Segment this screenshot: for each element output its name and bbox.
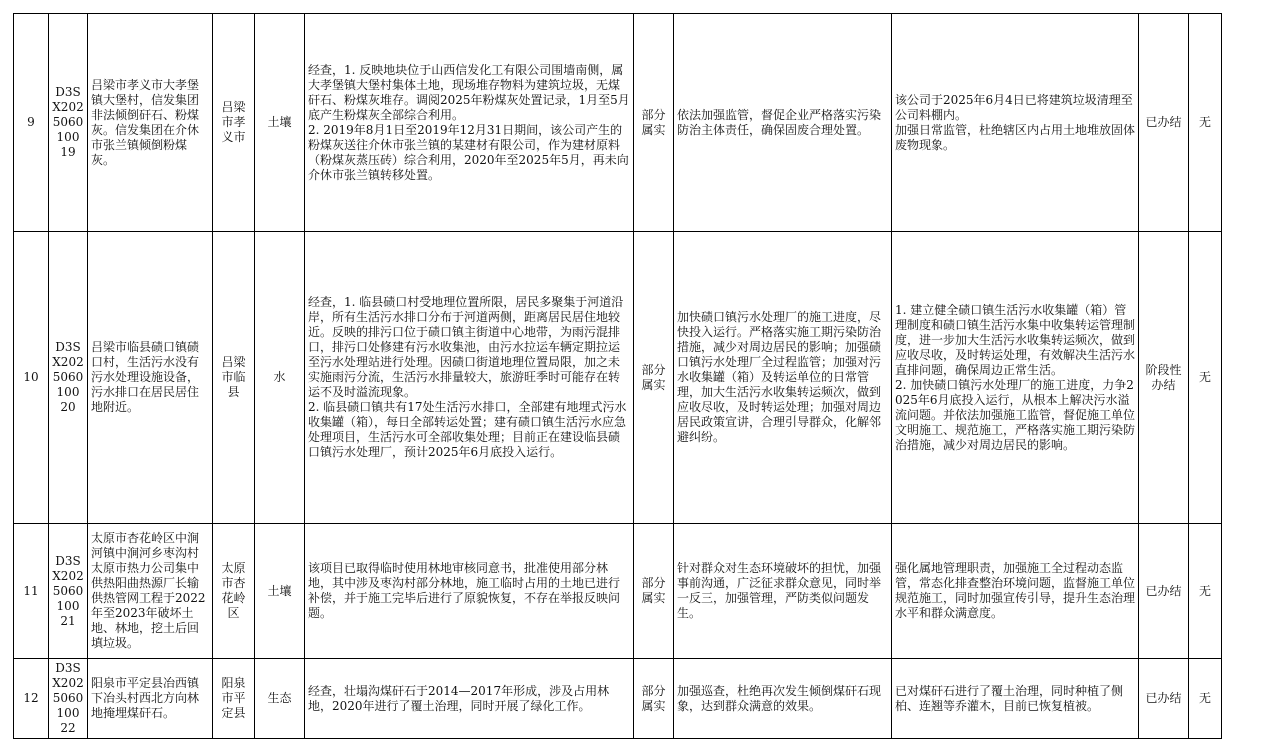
check-line: 经查，1. 临县碛口村受地理位置所限，居民多聚集于河道沿岸，所有生活污水排口分布于河道两侧，距离居民居住地较近。反映的排污口位于碛口镇主街道中心地带，为雨污混排口，排污口处修建有污水收集池，由污水拉运车辆定期拉运至污水处理站进行处理。因碛口街道地理位置局限，加之未实施雨污分流，生活污水排量较大，旅游旺季时可能存在转运不及时溢流现象。	[308, 295, 624, 399]
check-line: 该项目已取得临时使用林地审核同意书，批准使用部分林地，其中涉及枣沟村部分林地，施工临时占用的土地已进行补偿，并于施工完毕后进行了原貌恢复，不存在举报反映问题。	[308, 561, 621, 620]
cell-seq: 10	[14, 232, 49, 524]
cell-type: 土壤	[255, 524, 305, 659]
cell-seq: 11	[14, 524, 49, 659]
cell-region: 太原市杏花岭区	[213, 524, 255, 659]
cell-status: 已办结	[1139, 14, 1189, 232]
cell-code: D3SX2025060100 20	[49, 232, 88, 524]
check-line: 2. 临县碛口镇共有17处生活污水排口，全部建有地埋式污水收集罐（箱），每日全部转运处置；建有碛口镇生活污水应急处理项目，生活污水可全部收集处理；目前正在建设临县碛口镇污水处理厂，预计2025年6月底投入运行。	[308, 400, 627, 459]
result-line: 2. 加快碛口镇污水处理厂的施工进度，力争2025年6月底投入运行，从根本上解决污水溢流问题。并依法加强施工监管，督促施工单位文明施工、规范施工，严格落实施工期污染防治措施，减少对周边居民的影响。	[895, 377, 1136, 452]
cell-region: 吕梁市临县	[213, 232, 255, 524]
cell-accountability: 无	[1189, 659, 1222, 739]
cell-code: D3SX2025060100 19	[49, 14, 88, 232]
cell-check	[305, 14, 634, 232]
check-line: 经查，壮塌沟煤矸石于2014—2017年形成，涉及占用林地，2020年进行了覆土治理，同时开展了绿化工作。	[308, 683, 610, 713]
cell-verdict: 部分属实	[634, 524, 674, 659]
cell-code: D3SX2025060100 22	[49, 659, 88, 739]
cell-result	[892, 232, 1139, 524]
cell-seq: 9	[14, 14, 49, 232]
cell-type: 生态	[255, 659, 305, 739]
cell-verdict: 部分属实	[634, 232, 674, 524]
table-row	[14, 14, 1222, 232]
result-line: 该公司于2025年6月4日已将建筑垃圾清理至公司料棚内。	[895, 92, 1133, 122]
cell-type: 水	[255, 232, 305, 524]
cell-issue: 吕梁市临县碛口镇碛口村，生活污水没有污水处理设施设备，污水排口在居民居住地附近。	[88, 232, 213, 524]
result-line: 加强日常监管，杜绝辖区内占用土地堆放固体废物现象。	[895, 122, 1136, 152]
cell-check	[305, 232, 634, 524]
cell-code: D3SX2025060100 21	[49, 524, 88, 659]
cell-issue: 太原市杏花岭区中涧河镇中涧河乡枣沟村太原市热力公司集中供热阳曲热源厂长输供热管网工程于2022年至2023年破坏土地、林地，挖土后回填垃圾。	[88, 524, 213, 659]
cell-accountability: 无	[1189, 524, 1222, 659]
petition-handling-table	[13, 13, 1222, 739]
cell-region: 吕梁市孝义市	[213, 14, 255, 232]
cell-verdict: 部分属实	[634, 659, 674, 739]
cell-status: 阶段性办结	[1139, 232, 1189, 524]
cell-seq: 12	[14, 659, 49, 739]
cell-status: 已办结	[1139, 659, 1189, 739]
cell-accountability: 无	[1189, 232, 1222, 524]
cell-check	[305, 524, 634, 659]
result-line: 1. 建立健全碛口镇生活污水收集罐（箱）管理制度和碛口镇生活污水集中收集转运管理制度，进一步加大生活污水收集转运频次，做到应收尽收，及时转运处理，有效解决生活污水直排问题，确保周边正常生活。	[895, 302, 1136, 377]
cell-accountability: 无	[1189, 14, 1222, 232]
document-page	[13, 13, 1222, 739]
table-row	[14, 524, 1222, 659]
cell-measures: 依法加强监管，督促企业严格落实污染防治主体责任，确保固废合理处置。	[674, 14, 892, 232]
check-line: 经查，1. 反映地块位于山西信发化工有限公司围墙南侧，属大孝堡镇大堡村集体土地，现场堆存物料为建筑垃圾，无煤矸石、粉煤灰堆存。调阅2025年粉煤灰处置记录，1月至5月底产生粉煤灰全部综合利用。	[308, 62, 630, 122]
cell-check	[305, 659, 634, 739]
cell-status: 已办结	[1139, 524, 1189, 659]
table-row	[14, 232, 1222, 524]
result-line: 已对煤矸石进行了覆土治理，同时种植了侧柏、连翘等乔灌木，目前已恢复植被。	[895, 683, 1124, 713]
result-line: 强化属地管理职责，加强施工全过程动态监管，常态化排查整治环境问题，监督施工单位规范施工，同时加强宣传引导，提升生态治理水平和群众满意度。	[895, 561, 1136, 620]
table-row	[14, 659, 1222, 739]
cell-verdict: 部分属实	[634, 14, 674, 232]
cell-issue: 阳泉市平定县冶西镇下冶头村西北方向林地掩埋煤矸石。	[88, 659, 213, 739]
cell-result	[892, 14, 1139, 232]
cell-result	[892, 524, 1139, 659]
cell-measures: 针对群众对生态环境破坏的担忧，加强事前沟通，广泛征求群众意见，同时举一反三，加强管理，严防类似问题发生。	[674, 524, 892, 659]
cell-type: 土壤	[255, 14, 305, 232]
cell-region: 阳泉市平定县	[213, 659, 255, 739]
cell-measures: 加强巡查，杜绝再次发生倾倒煤矸石现象，达到群众满意的效果。	[674, 659, 892, 739]
check-line: 2. 2019年8月1日至2019年12月31日期间，该公司产生的粉煤灰送往介休市张兰镇的某建材有限公司，作为建材原料（粉煤灰蒸压砖）综合利用，2020年至2025年5月，再未向介休市张兰镇转移处置。	[308, 122, 629, 182]
cell-result	[892, 659, 1139, 739]
cell-issue: 吕梁市孝义市大孝堡镇大堡村，信发集团非法倾倒矸石、粉煤灰。信发集团在介休市张兰镇倾倒粉煤灰。	[88, 14, 213, 232]
cell-measures: 加快碛口镇污水处理厂的施工进度，尽快投入运行。严格落实施工期污染防治措施，减少对周边居民的影响；加强碛口镇污水处理厂全过程监管；加强对污水收集罐（箱）及转运单位的日常管理，加大生活污水收集转运频次，做到应收尽收，及时转运处理；加强对周边居民政策宣讲，合理引导群众，化解邻避纠纷。	[674, 232, 892, 524]
